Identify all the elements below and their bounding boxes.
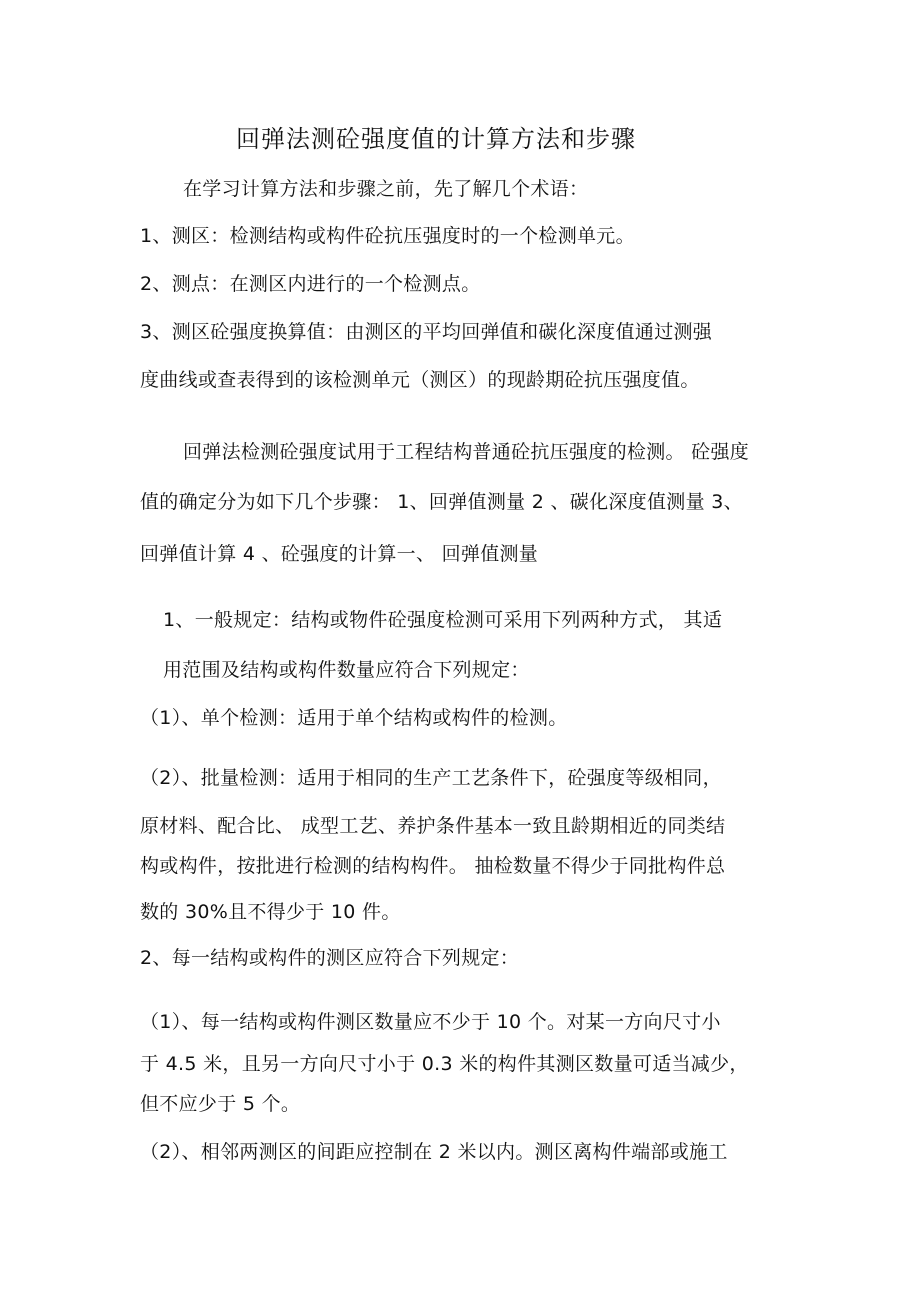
rule-item-line: 数的 30%且不得少于 10 件。 — [140, 901, 401, 923]
term-line: 2、测点：在测区内进行的一个检测点。 — [140, 273, 481, 295]
rule-line: 1、一般规定：结构或物件砼强度检测可采用下列两种方式， 其适 — [163, 609, 723, 631]
rule-item-line: （1）、每一结构或构件测区数量应不少于 10 个。对某一方向尺寸小 — [140, 1011, 721, 1033]
rule-item-line: 于 4.5 米，且另一方向尺寸小于 0.3 米的构件其测区数量可适当减少， — [140, 1053, 749, 1075]
page-title: 回弹法测砼强度值的计算方法和步骤 — [236, 125, 636, 153]
rule-line: 用范围及结构或构件数量应符合下列规定： — [163, 659, 530, 681]
rule-item-line: 但不应少于 5 个。 — [140, 1093, 301, 1115]
rule-item-line: （2）、批量检测：适用于相同的生产工艺条件下，砼强度等级相同， — [140, 767, 722, 789]
term-line: 1、测区：检测结构或构件砼抗压强度时的一个检测单元。 — [140, 225, 635, 247]
rule-item-line: （1）、单个检测：适用于单个结构或构件的检测。 — [140, 707, 568, 729]
term-line: 3、测区砼强度换算值：由测区的平均回弹值和碳化深度值通过测强 — [140, 321, 713, 343]
rule-line: 2、每一结构或构件的测区应符合下列规定： — [140, 947, 520, 969]
overview-line: 值的确定分为如下几个步骤： 1、回弹值测量 2 、碳化深度值测量 3、 — [140, 491, 743, 513]
rule-item-line: 原材料、配合比、 成型工艺、养护条件基本一致且龄期相近的同类结 — [140, 815, 726, 837]
overview-line: 回弹法检测砼强度试用于工程结构普通砼抗压强度的检测。 砼强度 — [183, 441, 750, 463]
rule-item-line: 构或构件，按批进行检测的结构构件。 抽检数量不得少于同批构件总 — [140, 855, 726, 877]
overview-line: 回弹值计算 4 、砼强度的计算一、 回弹值测量 — [140, 543, 539, 565]
term-line: 度曲线或查表得到的该检测单元（测区）的现龄期砼抗压强度值。 — [140, 369, 700, 391]
rule-item-line: （2）、相邻两测区的间距应控制在 2 米以内。测区离构件端部或施工 — [140, 1141, 728, 1163]
intro-paragraph: 在学习计算方法和步骤之前，先了解几个术语： — [183, 178, 589, 200]
